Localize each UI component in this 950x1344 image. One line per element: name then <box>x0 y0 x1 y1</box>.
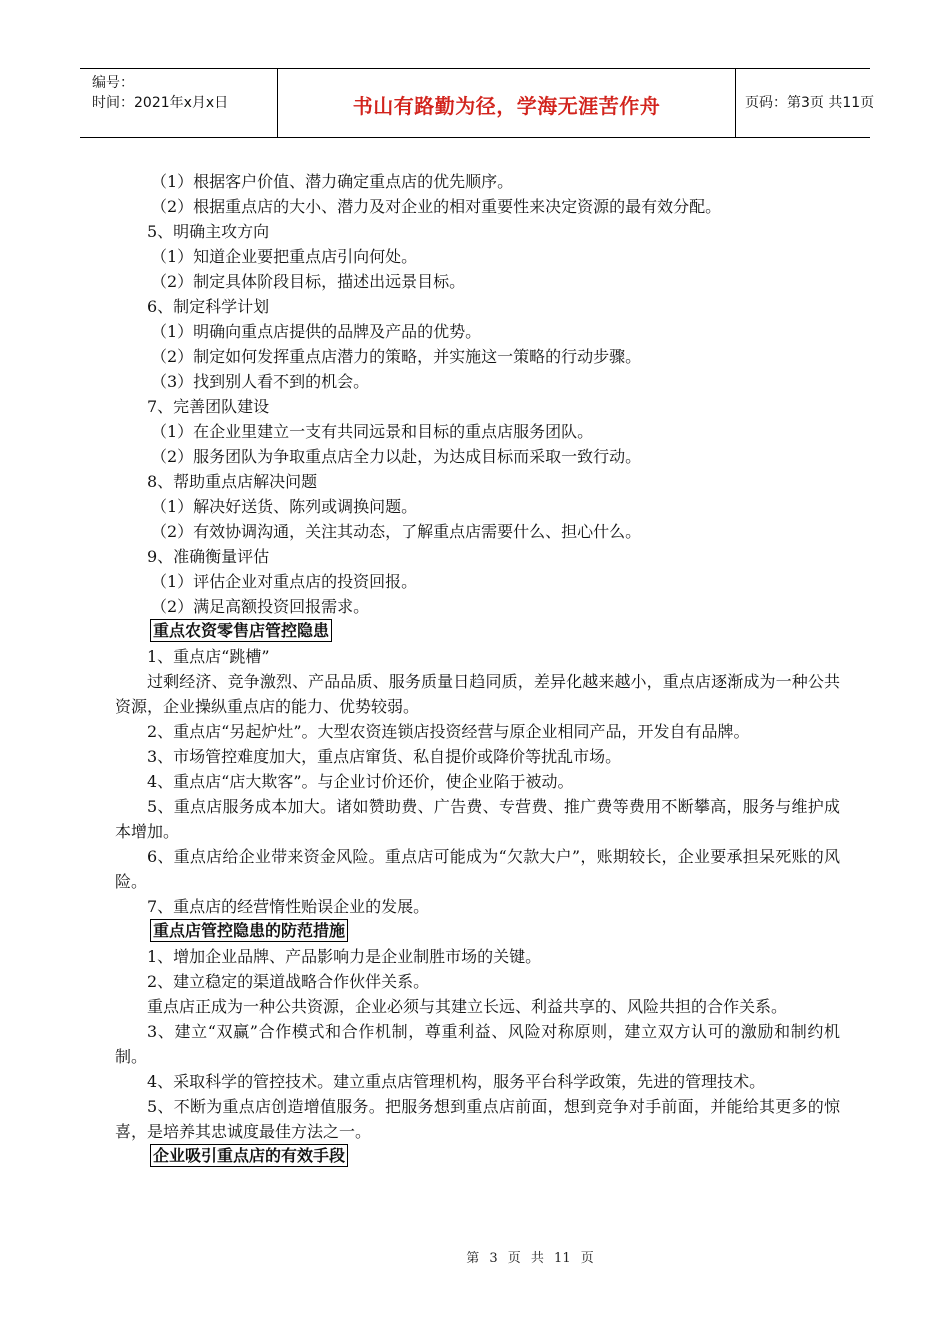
header-page-cell <box>736 69 875 137</box>
header-motto-cell <box>278 69 736 137</box>
header-info-cell <box>80 69 278 137</box>
list-item: （1）评估企业对重点店的投资回报。 <box>151 572 418 591</box>
list-item: （1）明确向重点店提供的品牌及产品的优势。 <box>151 322 482 341</box>
paragraph: 6、重点店给企业带来资金风险。重点店可能成为“欠款大户”，账期较长，企业要承担呆死账的风险。 <box>115 847 840 891</box>
numbered-item: 2、建立稳定的渠道战略合作伙伴关系。 <box>147 972 430 991</box>
numbered-item: 1、重点店“跳槽” <box>147 647 270 666</box>
document-number-label: 编号： <box>92 75 134 91</box>
section-heading: 企业吸引重点店的有效手段 <box>150 1144 348 1167</box>
paragraph: 4、采取科学的管控技术。建立重点店管理机构，服务平台科学政策，先进的管理技术。 <box>147 1072 766 1091</box>
section-heading-row <box>115 1144 840 1169</box>
numbered-item: 1、增加企业品牌、产品影响力是企业制胜市场的关键。 <box>147 947 542 966</box>
list-item: （1）知道企业要把重点店引向何处。 <box>151 247 418 266</box>
list-item: （2）制定具体阶段目标，描述出远景目标。 <box>151 272 466 291</box>
list-item: （2）有效协调沟通，关注其动态，了解重点店需要什么、担心什么。 <box>151 522 642 541</box>
numbered-item: 8、帮助重点店解决问题 <box>147 472 318 491</box>
document-time-label: 时间：2021年x月x日 <box>92 95 229 111</box>
list-item: （2）服务团队为争取重点店全力以赴，为达成目标而采取一致行动。 <box>151 447 642 466</box>
numbered-item: 3、市场管控难度加大，重点店窜货、私自提价或降价等扰乱市场。 <box>147 747 622 766</box>
paragraph: 过剩经济、竞争激烈、产品品质、服务质量日趋同质，差异化越来越小，重点店逐渐成为一种公共资源，企业操纵重点店的能力、优势较弱。 <box>115 672 840 716</box>
page-header <box>80 68 875 138</box>
paragraph: 2、重点店“另起炉灶”。大型农资连锁店投资经营与原企业相同产品，开发自有品牌。 <box>147 722 750 741</box>
header-motto: 书山有路勤为径，学海无涯苦作舟 <box>352 94 661 118</box>
list-item: （2）制定如何发挥重点店潜力的策略，并实施这一策略的行动步骤。 <box>151 347 642 366</box>
numbered-item: 7、完善团队建设 <box>147 397 270 416</box>
list-item: （1）根据客户价值、潜力确定重点店的优先顺序。 <box>151 172 514 191</box>
list-item: （2）根据重点店的大小、潜力及对企业的相对重要性来决定资源的最有效分配。 <box>151 197 722 216</box>
document-body <box>115 169 840 1169</box>
paragraph: 5、不断为重点店创造增值服务。把服务想到重点店前面，想到竞争对手前面，并能给其更多的惊喜，是培养其忠诚度最佳方法之一。 <box>115 1097 840 1141</box>
numbered-item: 9、准确衡量评估 <box>147 547 270 566</box>
list-item: （1）解决好送货、陈列或调换问题。 <box>151 497 418 516</box>
numbered-item: 5、明确主攻方向 <box>147 222 270 241</box>
header-page-number: 页码：第3页 共11页 <box>745 95 875 111</box>
section-heading-row <box>115 919 840 944</box>
section-heading-row <box>115 619 840 644</box>
list-item: （3）找到别人看不到的机会。 <box>151 372 370 391</box>
paragraph: 3、建立“双赢”合作模式和合作机制，尊重利益、风险对称原则，建立双方认可的激励和制约机制。 <box>115 1022 840 1066</box>
paragraph: 重点店正成为一种公共资源，企业必须与其建立长远、利益共享的、风险共担的合作关系。 <box>147 997 788 1016</box>
numbered-item: 6、制定科学计划 <box>147 297 270 316</box>
numbered-item: 7、重点店的经营惰性贻误企业的发展。 <box>147 897 430 916</box>
list-item: （1）在企业里建立一支有共同远景和目标的重点店服务团队。 <box>151 422 594 441</box>
section-heading: 重点农资零售店管控隐患 <box>150 619 332 642</box>
numbered-item: 4、重点店“店大欺客”。与企业讨价还价，使企业陷于被动。 <box>147 772 574 791</box>
section-heading: 重点店管控隐患的防范措施 <box>150 919 348 942</box>
paragraph: 5、重点店服务成本加大。诸如赞助费、广告费、专营费、推广费等费用不断攀高，服务与维护成本增加。 <box>115 797 840 841</box>
page-footer: 第 3 页 共 11 页 <box>466 1251 594 1266</box>
list-item: （2）满足高额投资回报需求。 <box>151 597 370 616</box>
